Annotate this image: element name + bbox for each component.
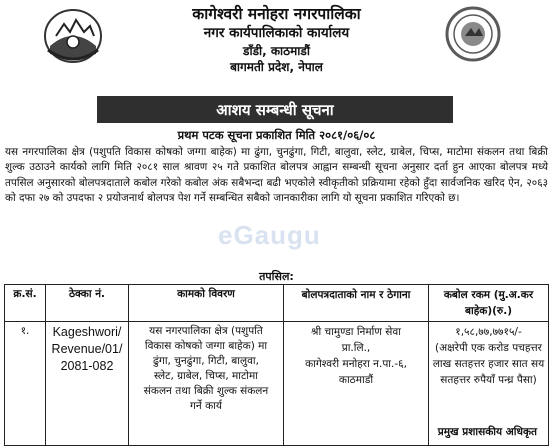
amount-line: (अक्षरेपी एक करोड पचहत्तर bbox=[435, 342, 542, 354]
work-line: ढुंगा, चुनढुंगा, गिटी, बालुवा, bbox=[153, 355, 259, 367]
bidder-line: प्रा.लि., bbox=[341, 342, 371, 354]
row-work-description bbox=[129, 322, 284, 446]
notice-title: आशय सम्बन्धी सूचना bbox=[97, 96, 453, 123]
work-line: स्लेट, ग्राबेल, चिप्स, माटोमा bbox=[153, 370, 259, 382]
office-name: नगर कार्यपालिकाको कार्यालय bbox=[203, 25, 350, 41]
notice-subtitle: प्रथम पटक सूचना प्रकाशित मिति २०८१/०६/०८ bbox=[177, 128, 376, 142]
office-address: डाँडी, काठमाडौं bbox=[243, 44, 310, 58]
work-line: विकास कोषको जग्गा बाहेक) मा bbox=[144, 340, 268, 352]
province-name: बागमती प्रदेश, नेपाल bbox=[230, 60, 323, 74]
work-line: संकलन तथा बिक्री शुल्क संकलन bbox=[143, 385, 269, 397]
col-header-amount: कबोल रकम (मु.अ.कर बाहेक)(रु.) bbox=[429, 285, 549, 322]
watermark-logo: eGaugu bbox=[218, 220, 321, 250]
ref-line: Revenue/01/ bbox=[51, 342, 123, 356]
col-header-work: कामको विवरण bbox=[129, 285, 284, 322]
bidder-line: श्री चामुण्डा निर्माण सेवा bbox=[311, 326, 401, 338]
bid-table bbox=[4, 284, 549, 446]
amount-line: १,५८,७७,७७१५/- bbox=[455, 326, 522, 338]
table-header-row bbox=[5, 285, 549, 322]
bidder-line: कागेश्वरी मनोहरा न.पा.-६, bbox=[305, 358, 407, 370]
ref-line: 2081-082 bbox=[60, 359, 114, 373]
seal-emblem-icon bbox=[445, 6, 501, 62]
amount-line: लाख सतहत्तर हजार सात सय bbox=[432, 358, 545, 370]
municipality-name: कागेश्वरी मनोहरा नगरपालिका bbox=[192, 5, 361, 23]
ref-line: Kageshwori/ bbox=[52, 325, 122, 339]
row-sn: १. bbox=[5, 322, 46, 446]
row-bidder bbox=[284, 322, 429, 446]
col-header-contract-no: ठेक्का नं. bbox=[46, 285, 129, 322]
work-line: यस नगरपालिका क्षेत्र (पशुपति bbox=[149, 325, 263, 337]
work-line: गर्ने कार्य bbox=[190, 400, 222, 412]
notice-body: यस नगरपालिका क्षेत्र (पशुपति विकास कोषको जग्गा बाहेक) मा ढुंगा, चुनढुंगा, गिटी, बालुवा, स्लेट, ग्राबेल, चिप्स, माटोमा संकलन तथा बिक्री शुल्क उठाउने कार्यको लागि मिति २०८१ साल श्रावण २५ गते प्रकाशित बोलपत्र आह्वान सम्बन्धी सूचना अनुसार दर्ता हुन आएका बोलपत्र मध्ये तपसिल अनुसारको बोलपत्रदाताले कबोल गरेको कबोल अंक सबैभन्दा बढी भएकोले स्वीकृतीको प्रक्रियामा रहेको हुँदा सार्वजनिक खरिद ऐन, २०६३ को दफा २७ को उपदफा २ प्रयोजनार्थ बोलपत्र पेश गर्ने सम्बन्धित सबैको जानकारीका लागि यो सूचना प्रकाशित गरिएको छ। bbox=[5, 146, 548, 204]
amount-line: सतहत्तर रुपैयाँ पन्ध्र पैसा) bbox=[440, 374, 537, 386]
row-contract-no bbox=[46, 322, 129, 446]
bidder-line: काठमाडौं bbox=[338, 374, 374, 386]
details-label: तपसिल: bbox=[259, 270, 294, 283]
municipality-emblem-icon bbox=[42, 6, 104, 68]
signature-title: प्रमुख प्रशासकीय अधिकृत bbox=[437, 426, 537, 438]
col-header-sn: क्र.सं. bbox=[5, 285, 46, 322]
col-header-bidder: बोलपत्रदाताको नाम र ठेगाना bbox=[284, 285, 429, 322]
letterhead bbox=[0, 0, 553, 88]
